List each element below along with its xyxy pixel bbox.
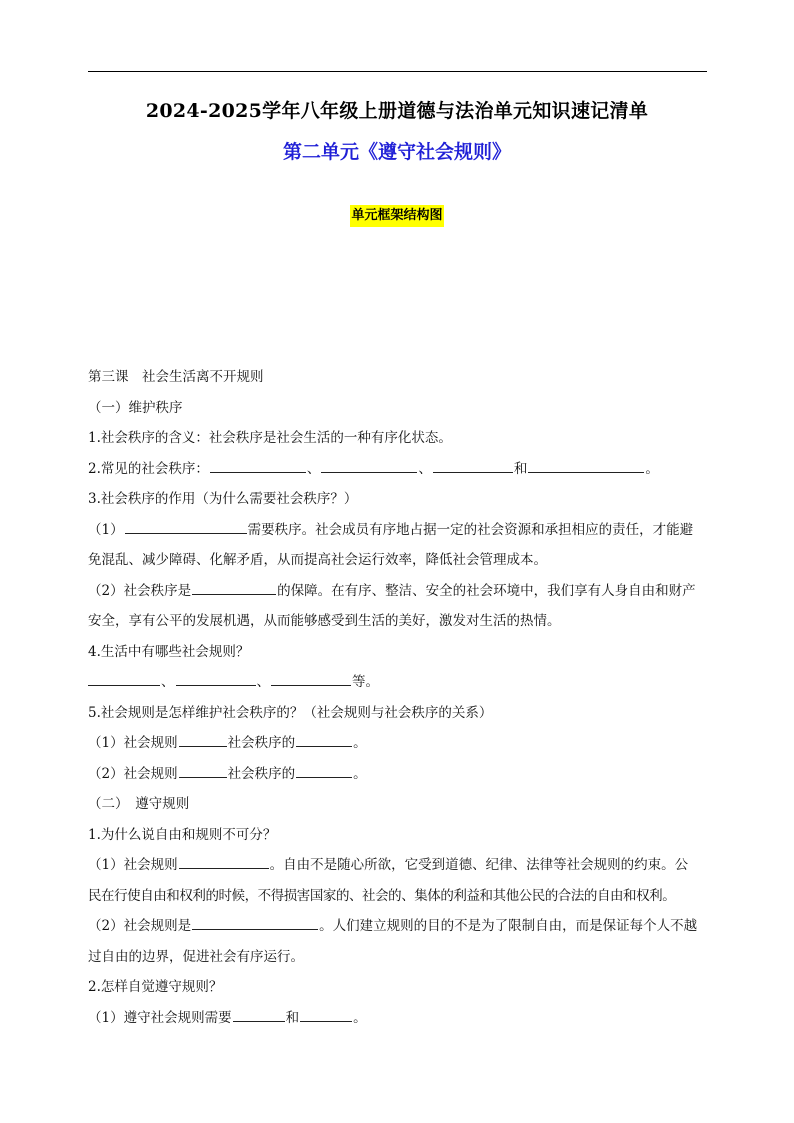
fill-blank [192, 580, 276, 595]
fill-blank [296, 763, 352, 778]
q3-1-prefix: （1） [88, 521, 124, 538]
r1-2-prefix: （2）社会规则是 [88, 918, 192, 934]
paragraph-q3-2-cont: 安全，享有公平的发展机遇，从而能够感受到生活的美好，激发对生活的热情。 [88, 613, 561, 629]
fill-blank [125, 519, 247, 534]
q5-2-text: 社会秩序的 [227, 765, 296, 782]
paragraph-r2: 2.怎样自觉遵守规则？ [88, 979, 223, 995]
q3-2-suffix: 的保障。在有序、整洁、安全的社会环境中，我们享有人身自由和财产 [277, 582, 696, 599]
fill-blank [210, 458, 306, 473]
r1-2-suffix: 。人们建立规则的目的不是为了限制自由，而是保证每个人不越 [319, 918, 698, 934]
fill-blank [271, 671, 351, 686]
paragraph-r1: 1.为什么说自由和规则不可分？ [88, 826, 277, 843]
fill-blank [179, 763, 227, 778]
paragraph-q5: 5.社会规则是怎样维护社会秩序的？（社会规则与社会秩序的关系） [88, 704, 493, 721]
paragraph-r2-1 [88, 1003, 710, 1034]
section-heading-2: （二） 遵守规则 [88, 796, 190, 812]
paragraph-q2 [88, 454, 710, 485]
fill-blank [321, 458, 417, 473]
paragraph-q5-1 [88, 728, 710, 759]
q4-end: 等。 [352, 674, 379, 690]
q4-sep: 、 [161, 674, 175, 690]
r2-1-end: 。 [353, 1009, 367, 1026]
document-body [88, 362, 710, 1033]
q2-sep: 、 [306, 460, 321, 477]
fill-blank [192, 915, 318, 930]
unit-subtitle: 第二单元《遵守社会规则》 [282, 141, 511, 163]
page-title: 2024-2025学年八年级上册道德与法治单元知识速记清单 [145, 100, 649, 122]
fill-blank [300, 1007, 352, 1022]
fill-blank [179, 732, 227, 747]
fill-blank [179, 854, 269, 869]
q5-2-text: （2）社会规则 [88, 765, 178, 782]
fill-blank [296, 732, 352, 747]
fill-blank [433, 458, 513, 473]
q3-2-prefix: （2）社会秩序是 [88, 582, 192, 599]
fill-blank [528, 458, 644, 473]
r2-1-text: （1）遵守社会规则需要 [88, 1009, 232, 1026]
q5-1-text: （1）社会规则 [88, 735, 178, 751]
paragraph-q3-1-cont: 免混乱、减少障碍、化解矛盾，从而提高社会运行效率，降低社会管理成本。 [88, 552, 547, 568]
paragraph-r1-1-cont: 民在行使自由和权利的时候，不得损害国家的、社会的、集体的利益和其他公民的合法的自由和权利。 [88, 887, 676, 904]
q2-prefix: 2.常见的社会秩序： [88, 460, 209, 477]
top-divider [88, 71, 707, 72]
framework-label: 单元框架结构图 [350, 205, 443, 227]
r1-1-prefix: （1）社会规则 [88, 857, 178, 873]
q2-end: 。 [645, 460, 659, 477]
r2-1-and: 和 [285, 1009, 300, 1026]
fill-blank [176, 671, 256, 686]
q3-1-suffix: 需要秩序。社会成员有序地占据一定的社会资源和承担相应的责任，才能避 [247, 521, 694, 538]
paragraph-r1-2 [88, 911, 710, 942]
framework-label-wrap [0, 204, 794, 227]
fill-blank [233, 1007, 285, 1022]
section-heading-1: （一）维护秩序 [88, 399, 183, 416]
r1-1-suffix: 。自由不是随心所欲，它受到道德、纪律、法律等社会规则的约束。公 [269, 857, 689, 873]
paragraph-q4: 4.生活中有哪些社会规则？ [88, 643, 250, 660]
q2-sep: 、 [418, 460, 432, 477]
q5-2-end: 。 [353, 765, 367, 782]
paragraph-q3-2 [88, 576, 710, 607]
lesson-heading: 第三课 社会生活离不开规则 [88, 369, 264, 385]
fill-blank [88, 671, 160, 686]
q5-1-end: 。 [353, 735, 367, 751]
q4-sep: 、 [256, 674, 270, 690]
paragraph-q3: 3.社会秩序的作用（为什么需要社会秩序？） [88, 491, 358, 507]
paragraph-q4-blanks [88, 667, 710, 698]
paragraph-q3-1 [88, 515, 710, 546]
paragraph-r1-2-cont: 过自由的边界，促进社会有序运行。 [88, 948, 304, 965]
q5-1-text: 社会秩序的 [227, 735, 296, 751]
q2-and: 和 [513, 460, 528, 477]
paragraph-r1-1 [88, 850, 710, 881]
paragraph-q1: 1.社会秩序的含义：社会秩序是社会生活的一种有序化状态。 [88, 430, 452, 446]
paragraph-q5-2 [88, 759, 710, 790]
